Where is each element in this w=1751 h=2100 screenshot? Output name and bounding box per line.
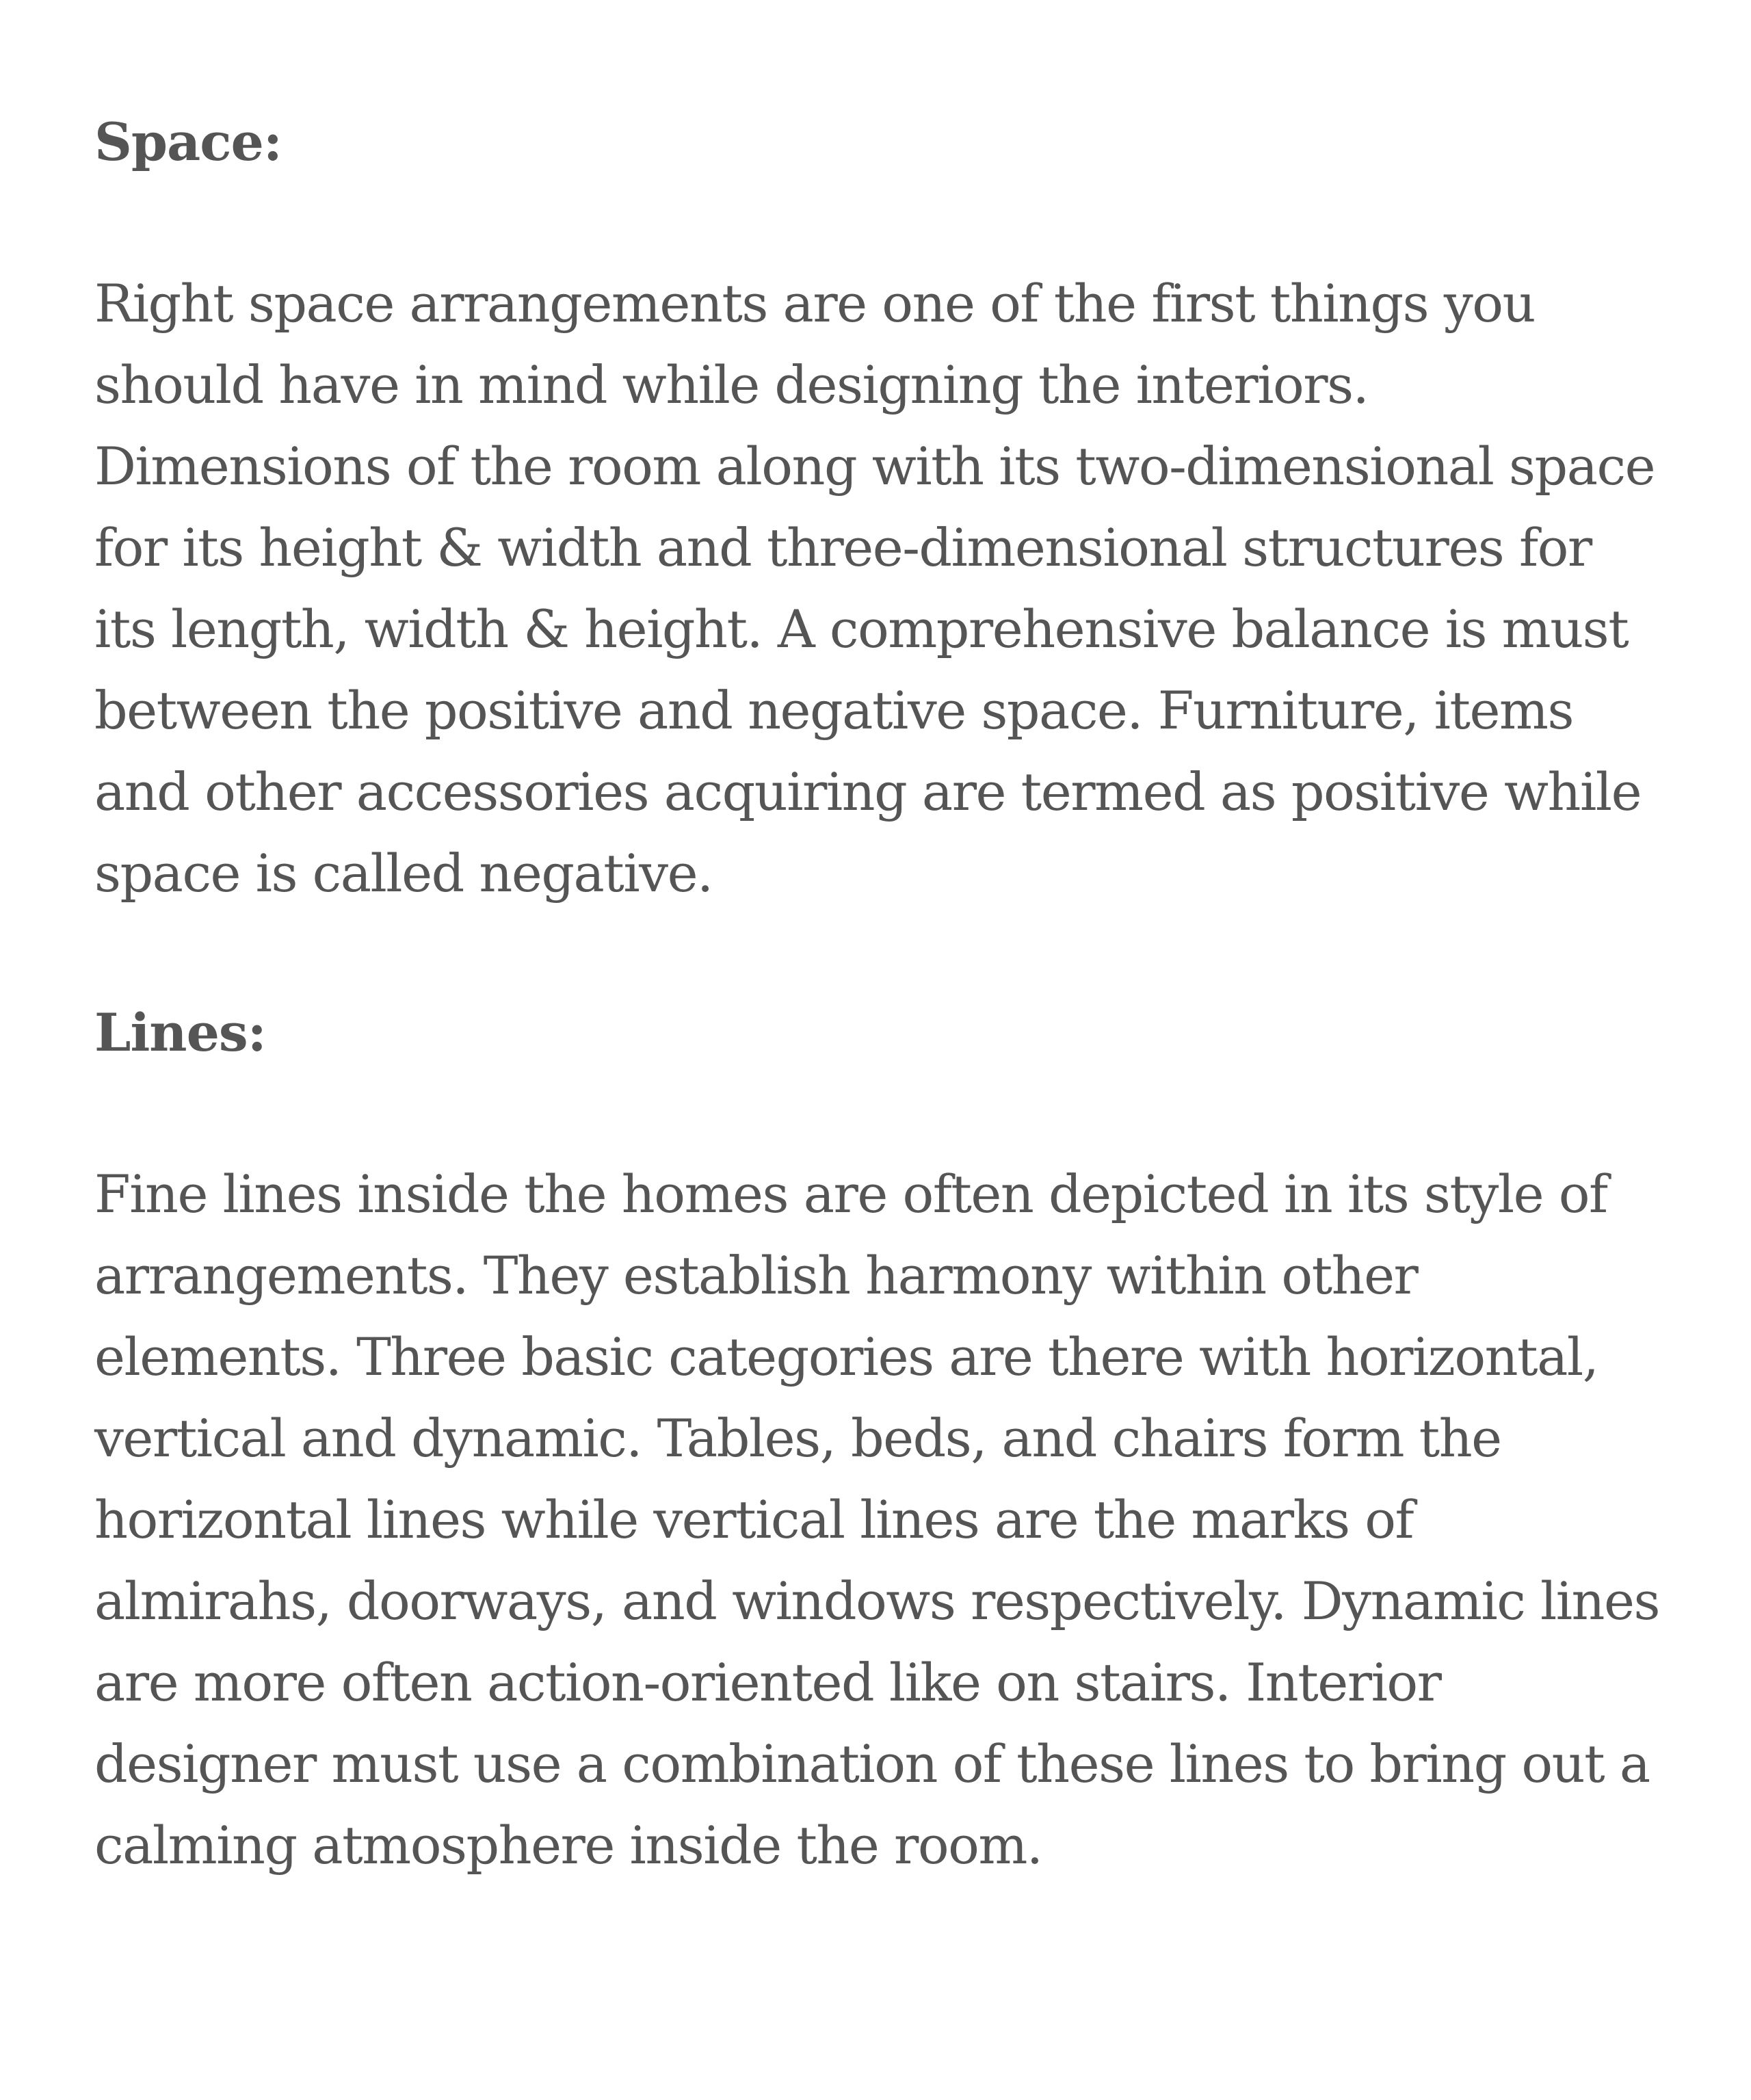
section-heading-lines: Lines:: [94, 1002, 266, 1063]
section-body-lines: Fine lines inside the homes are often depicted in its style of arrangements. They establish harmony within other elements. Three basic categories are there with horizontal, vertical and dynamic. Tables, beds, and chairs form the horizontal lines while vertical lines are the marks of almirahs, doorways, and windows respectively. Dynamic lines are more often action-oriented like on stairs. Interior designer must use a combination of these lines to bring out a calming atmosphere inside the room.: [94, 1164, 1659, 1876]
section-body-space: Right space arrangements are one of the first things you should have in mind while designing the interiors. Dimensions of the room along with its two-dimensional space for its height & width and three-dimensional structures for its length, width & height. A comprehensive balance is must between the positive and negative space. Furniture, items and other accessories acquiring are termed as positive while space is called negative.: [94, 273, 1655, 904]
article-content: [94, 103, 1661, 1886]
section-heading-space: Space:: [94, 111, 282, 172]
